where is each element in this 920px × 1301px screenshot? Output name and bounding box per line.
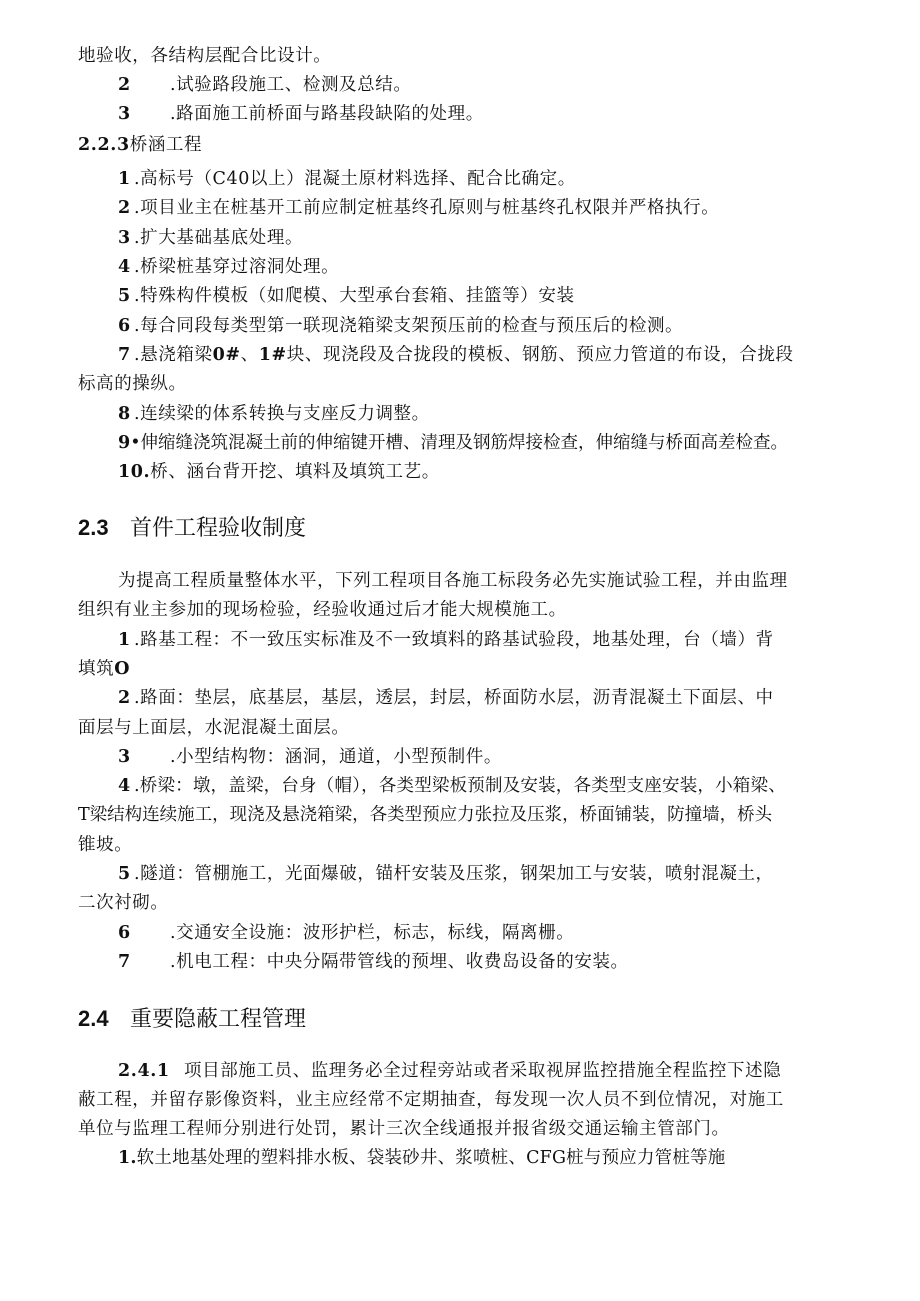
list-item: 5 .隧道：管棚施工，光面爆破，锚杆安装及压浆，钢架加工与安装，喷射混凝土，: [118, 864, 774, 884]
list-item: 1 .路基工程：不一致压实标准及不一致填料的路基试验段，地基处理，台（墙）背: [118, 630, 774, 650]
list-item: 3 .扩大基础基底处理。: [118, 228, 304, 248]
paragraph-line: 2.4.1 项目部施工员、监理务必全过程旁站或者采取视屏监控措施全程监控下述隐: [118, 1061, 782, 1081]
paragraph-line: 锥坡。: [78, 835, 133, 855]
list-item: 4 .桥梁桩基穿过溶洞处理。: [118, 257, 340, 277]
paragraph-line: 面层与上面层，水泥混凝土面层。: [78, 718, 350, 738]
paragraph-line: T梁结构连续施工，现浇及悬浇箱梁，各类型预应力张拉及压浆，桥面铺装，防撞墙，桥头: [78, 805, 773, 825]
section-heading: 2.3 首件工程验收制度: [78, 515, 307, 540]
paragraph-line: 标高的操纵。: [78, 374, 187, 394]
paragraph-line: 二次衬砌。: [78, 893, 169, 913]
list-item: 1.软土地基处理的塑料排水板、袋装砂井、浆喷桩、CFG桩与预应力管桩等施: [118, 1148, 726, 1168]
paragraph-line: 地验收，各结构层配合比设计。: [78, 46, 332, 66]
list-item: 2 .试验路段施工、检测及总结。: [118, 75, 412, 95]
paragraph-line: 为提高工程质量整体水平，下列工程项目各施工标段务必先实施试验工程，并由监理: [118, 571, 788, 591]
list-item: 1 .高标号（C40以上）混凝土原材料选择、配合比确定。: [118, 169, 576, 189]
list-item: 2 .项目业主在桩基开工前应制定桩基终孔原则与桩基终孔权限并严格执行。: [118, 198, 720, 218]
list-item: 7 .机电工程：中央分隔带管线的预埋、收费岛设备的安装。: [118, 952, 629, 972]
list-item: 8 .连续梁的体系转换与支座反力调整。: [118, 404, 430, 424]
paragraph-line: 蔽工程，并留存影像资料，业主应经常不定期抽查，每发现一次人员不到位情况，对施工: [78, 1090, 784, 1110]
list-item: 3 .小型结构物：涵洞，通道，小型预制件。: [118, 747, 502, 767]
paragraph-line: 组织有业主参加的现场检验，经验收通过后才能大规模施工。: [78, 600, 567, 620]
list-item: 9•伸缩缝浇筑混凝土前的伸缩键开槽、清理及钢筋焊接检查，伸缩缝与桥面高差检查。: [118, 433, 789, 453]
list-item: 10.桥、涵台背开挖、填料及填筑工艺。: [118, 462, 440, 482]
list-item: 6 .每合同段每类型第一联现浇箱梁支架预压前的检查与预压后的检测。: [118, 316, 684, 336]
paragraph-line: 填筑O: [78, 659, 131, 679]
section-heading: 2.4 重要隐蔽工程管理: [78, 1006, 307, 1031]
list-item: 3 .路面施工前桥面与路基段缺陷的处理。: [118, 104, 484, 124]
list-item: 6 .交通安全设施：波形护栏，标志，标线，隔离栅。: [118, 923, 575, 943]
list-item: 5 .特殊构件模板（如爬模、大型承台套箱、挂篮等）安装: [118, 286, 575, 306]
list-item: 7 .悬浇箱梁0#、1#块、现浇段及合拢段的模板、钢筋、预应力管道的布设，合拢段: [118, 345, 794, 365]
paragraph-line: 单位与监理工程师分别进行处罚，累计三次全线通报并报省级交通运输主管部门。: [78, 1119, 730, 1139]
list-item: 4 .桥梁：墩，盖梁，台身（帽），各类型梁板预制及安装，各类型支座安装，小箱梁、: [118, 776, 786, 796]
subsection-heading: 2.2.3桥涵工程: [78, 135, 203, 155]
list-item: 2 .路面：垫层，底基层，基层，透层，封层，桥面防水层，沥青混凝土下面层、中: [118, 688, 774, 708]
